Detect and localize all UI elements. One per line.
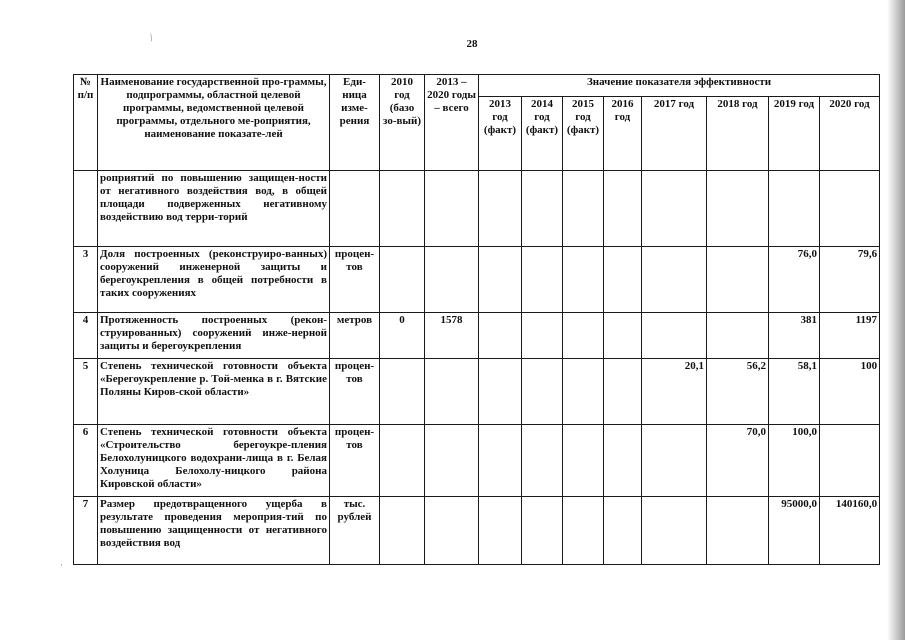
header-year: 2019 год bbox=[769, 97, 820, 171]
header-indicator-group: Значение показателя эффективности bbox=[479, 75, 880, 97]
row-value-2019 bbox=[769, 171, 820, 247]
header-year: 2015 год (факт) bbox=[563, 97, 604, 171]
row-value-2018 bbox=[707, 171, 769, 247]
header-year: 2016 год bbox=[604, 97, 642, 171]
row-num bbox=[74, 171, 98, 247]
row-value-2015 bbox=[563, 425, 604, 497]
scan-mark: · bbox=[60, 560, 63, 570]
table-row bbox=[74, 497, 880, 565]
row-base-2010 bbox=[380, 425, 425, 497]
row-value-2015 bbox=[563, 247, 604, 313]
row-num: 7 bbox=[74, 497, 98, 565]
header-year: 2014 год (факт) bbox=[522, 97, 563, 171]
header-total: 2013 – 2020 годы – всего bbox=[425, 75, 479, 171]
row-num: 4 bbox=[74, 313, 98, 359]
row-num: 5 bbox=[74, 359, 98, 425]
row-total bbox=[425, 497, 479, 565]
row-unit: тыс. рублей bbox=[330, 497, 380, 565]
row-value-2020 bbox=[820, 171, 880, 247]
row-total bbox=[425, 171, 479, 247]
header-year: 2013 год (факт) bbox=[479, 97, 522, 171]
row-unit: процен-тов bbox=[330, 425, 380, 497]
row-unit: метров bbox=[330, 313, 380, 359]
row-value-2019: 58,1 bbox=[769, 359, 820, 425]
row-value-2020: 100 bbox=[820, 359, 880, 425]
header-year: 2017 год bbox=[642, 97, 707, 171]
row-value-2016 bbox=[604, 247, 642, 313]
row-value-2014 bbox=[522, 171, 563, 247]
row-value-2016 bbox=[604, 425, 642, 497]
row-total: 1578 bbox=[425, 313, 479, 359]
row-value-2017 bbox=[642, 313, 707, 359]
row-base-2010 bbox=[380, 247, 425, 313]
row-value-2013 bbox=[479, 497, 522, 565]
table-row bbox=[74, 171, 880, 247]
row-num: 3 bbox=[74, 247, 98, 313]
row-base-2010 bbox=[380, 171, 425, 247]
row-value-2020: 79,6 bbox=[820, 247, 880, 313]
row-unit: процен-тов bbox=[330, 247, 380, 313]
table-row bbox=[74, 247, 880, 313]
row-value-2017 bbox=[642, 497, 707, 565]
row-value-2014 bbox=[522, 497, 563, 565]
row-value-2016 bbox=[604, 359, 642, 425]
row-name: Степень технической готовности объекта «Берегоукрепление р. Той-менка в г. Вятские Поляны Киров-ской области» bbox=[98, 359, 330, 425]
header-year: 2018 год bbox=[707, 97, 769, 171]
page-number: 28 bbox=[466, 38, 478, 50]
table-row bbox=[74, 313, 880, 359]
row-value-2013 bbox=[479, 359, 522, 425]
row-unit bbox=[330, 171, 380, 247]
row-value-2017 bbox=[642, 425, 707, 497]
row-value-2014 bbox=[522, 359, 563, 425]
row-value-2013 bbox=[479, 425, 522, 497]
row-value-2019: 381 bbox=[769, 313, 820, 359]
row-base-2010: 0 bbox=[380, 313, 425, 359]
header-base-2010: 2010 год (базо зо-вый) bbox=[380, 75, 425, 171]
row-name: роприятий по повышению защищен-ности от негативного воздействия вод, в общей площади подверженных негативному воздействию вод терри-торий bbox=[98, 171, 330, 247]
row-value-2015 bbox=[563, 359, 604, 425]
scan-edge-shadow bbox=[887, 0, 905, 640]
row-value-2017 bbox=[642, 171, 707, 247]
row-name: Протяженность построенных (рекон-струированных) сооружений инже-нерной защиты и берегоукрепления bbox=[98, 313, 330, 359]
row-value-2013 bbox=[479, 171, 522, 247]
row-base-2010 bbox=[380, 497, 425, 565]
row-base-2010 bbox=[380, 359, 425, 425]
row-value-2015 bbox=[563, 497, 604, 565]
table-row bbox=[74, 359, 880, 425]
scan-mark: / bbox=[147, 31, 156, 45]
row-value-2016 bbox=[604, 171, 642, 247]
row-value-2015 bbox=[563, 171, 604, 247]
row-total bbox=[425, 425, 479, 497]
row-value-2013 bbox=[479, 313, 522, 359]
header-unit: Еди-ница изме-рения bbox=[330, 75, 380, 171]
row-unit: процен-тов bbox=[330, 359, 380, 425]
header-year: 2020 год bbox=[820, 97, 880, 171]
row-value-2018 bbox=[707, 313, 769, 359]
row-value-2018 bbox=[707, 497, 769, 565]
row-total bbox=[425, 359, 479, 425]
row-total bbox=[425, 247, 479, 313]
table-row bbox=[74, 425, 880, 497]
row-value-2014 bbox=[522, 313, 563, 359]
row-value-2018: 56,2 bbox=[707, 359, 769, 425]
row-name: Доля построенных (реконструиро-ванных) сооружений инженерной защиты и берегоукрепления в общей потребности в таких сооружениях bbox=[98, 247, 330, 313]
row-value-2018 bbox=[707, 247, 769, 313]
row-num: 6 bbox=[74, 425, 98, 497]
row-value-2013 bbox=[479, 247, 522, 313]
row-value-2016 bbox=[604, 313, 642, 359]
row-value-2019: 76,0 bbox=[769, 247, 820, 313]
row-value-2017: 20,1 bbox=[642, 359, 707, 425]
header-num: № п/п bbox=[74, 75, 98, 171]
row-value-2020 bbox=[820, 425, 880, 497]
row-name: Степень технической готовности объекта «Строительство берегоукре-пления Белохолуницкого водохрани-лища в г. Белая Холуница Белохолу-ницкого района Кировской области» bbox=[98, 425, 330, 497]
row-value-2020: 140160,0 bbox=[820, 497, 880, 565]
row-value-2015 bbox=[563, 313, 604, 359]
row-name: Размер предотвращенного ущерба в результате проведения мероприя-тий по повышению защищенности от негативного воздействия вод bbox=[98, 497, 330, 565]
row-value-2016 bbox=[604, 497, 642, 565]
indicators-table bbox=[73, 74, 880, 565]
header-name: Наименование государственной про-граммы, подпрограммы, областной целевой программы, ведомственной целевой программы, отдельного ме-роприятия, наименование показате-лей bbox=[98, 75, 330, 171]
row-value-2019: 100,0 bbox=[769, 425, 820, 497]
row-value-2019: 95000,0 bbox=[769, 497, 820, 565]
row-value-2014 bbox=[522, 425, 563, 497]
row-value-2014 bbox=[522, 247, 563, 313]
row-value-2018: 70,0 bbox=[707, 425, 769, 497]
row-value-2020: 1197 bbox=[820, 313, 880, 359]
row-value-2017 bbox=[642, 247, 707, 313]
